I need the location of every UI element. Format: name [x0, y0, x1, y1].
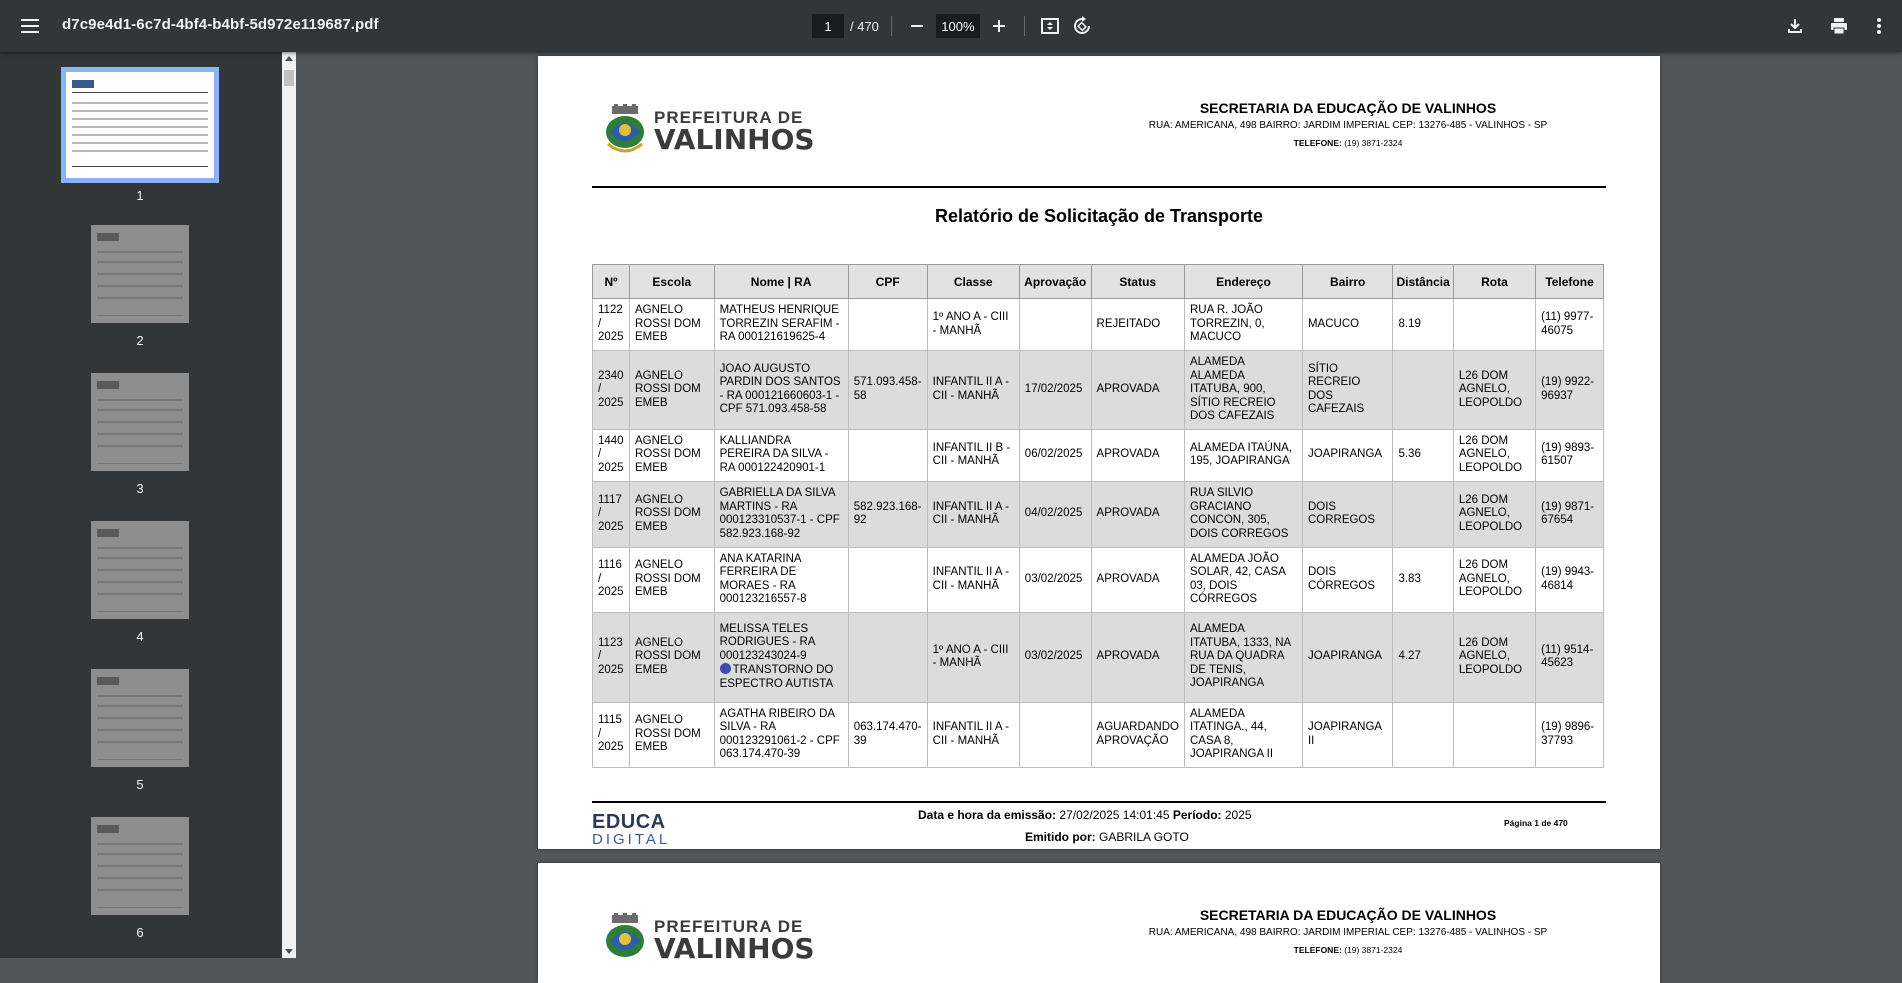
- header-phone-label: TELEFONE:: [1293, 138, 1342, 148]
- plus-icon: [992, 19, 1006, 33]
- logo-line-1: PREFEITURA DE: [654, 107, 804, 127]
- cell-classe: INFANTIL II B - CII - MANHÃ: [927, 429, 1019, 481]
- column-header: Endereço: [1184, 265, 1302, 299]
- cell-distancia: [1393, 702, 1453, 767]
- cell-telefone: (19) 9896-37793: [1536, 702, 1604, 767]
- table-header-row: [593, 265, 1604, 299]
- column-header: Status: [1091, 265, 1184, 299]
- cell-aprovacao: 17/02/2025: [1019, 351, 1091, 430]
- cell-nome: AGATHA RIBEIRO DA SILVA - RA 000123291061-2 - CPF 063.174.470-39: [714, 702, 848, 767]
- cell-aprovacao: [1019, 299, 1091, 351]
- cell-classe: INFANTIL II A - CII - MANHÃ: [927, 481, 1019, 547]
- report-title: Relatório de Solicitação de Transporte: [934, 206, 1264, 226]
- cell-telefone: (19) 9943-46814: [1536, 547, 1604, 612]
- more-vertical-icon: [1876, 17, 1882, 35]
- document-title: d7c9e4d1-6c7d-4bf4-b4bf-5d972e119687.pdf: [62, 16, 379, 33]
- cell-numero: 1440 / 2025: [593, 429, 630, 481]
- table-row: [593, 429, 1604, 481]
- sidebar-scrollbar[interactable]: [282, 52, 296, 958]
- cell-status: APROVADA: [1091, 481, 1184, 547]
- thumbnail-label: 4: [136, 629, 144, 644]
- period-value: 2025: [1224, 808, 1252, 822]
- cell-bairro: DOIS CORREGOS: [1302, 481, 1393, 547]
- cell-distancia: [1393, 481, 1453, 547]
- cell-aprovacao: 03/02/2025: [1019, 547, 1091, 612]
- cell-cpf: [848, 612, 927, 702]
- cell-escola: AGNELO ROSSI DOM EMEB: [629, 351, 714, 430]
- city-crest-icon: [604, 104, 646, 158]
- city-crest-icon: [604, 913, 646, 967]
- cell-cpf: [848, 299, 927, 351]
- print-button[interactable]: [1826, 13, 1852, 39]
- issuer-label: Emitido por:: [1025, 830, 1096, 844]
- thumbnail-page-1[interactable]: [64, 72, 216, 203]
- transport-requests-table: [592, 264, 1604, 768]
- page-number-input[interactable]: [812, 14, 844, 38]
- cell-telefone: (19) 9871-67654: [1536, 481, 1604, 547]
- column-header: Nº: [593, 265, 630, 299]
- thumbnail-label: 6: [136, 925, 144, 940]
- zoom-input[interactable]: [936, 14, 980, 38]
- educa-digital-logo: [592, 812, 670, 847]
- pdf-page-1: [538, 56, 1660, 849]
- zoom-out-button[interactable]: [904, 13, 930, 39]
- zoom-in-button[interactable]: [986, 13, 1012, 39]
- header-phone-value: (19) 3871-2324: [1344, 945, 1403, 955]
- thumbnail-image[interactable]: [91, 817, 189, 915]
- cell-endereco: ALAMEDA ITATINGA., 44, CASA 8, JOAPIRANGA II: [1184, 702, 1302, 767]
- cell-cpf: 063.174.470-39: [848, 702, 927, 767]
- cell-numero: 1115 / 2025: [593, 702, 630, 767]
- cell-nome: JOAO AUGUSTO PARDIN DOS SANTOS - RA 000121660603-1 - CPF 571.093.458-58: [714, 351, 848, 430]
- column-header: Classe: [927, 265, 1019, 299]
- more-actions-button[interactable]: [1866, 13, 1892, 39]
- table-row: [593, 547, 1604, 612]
- issuer-value: GABRILA GOTO: [1099, 830, 1189, 844]
- cell-numero: 1117 / 2025: [593, 481, 630, 547]
- thumbnail-page-2[interactable]: [64, 225, 216, 348]
- fit-to-page-icon: [1040, 16, 1060, 36]
- cell-bairro: JOAPIRANGA II: [1302, 702, 1393, 767]
- column-header: CPF: [848, 265, 927, 299]
- logo-line-1: PREFEITURA DE: [654, 916, 804, 936]
- issuer-info: [1025, 830, 1189, 844]
- cell-escola: AGNELO ROSSI DOM EMEB: [629, 702, 714, 767]
- thumbnail-label: 2: [136, 333, 144, 348]
- thumbnail-page-3[interactable]: [64, 373, 216, 496]
- cell-escola: AGNELO ROSSI DOM EMEB: [629, 299, 714, 351]
- cell-telefone: (11) 9514-45623: [1536, 612, 1604, 702]
- cell-telefone: (19) 9922-96937: [1536, 351, 1604, 430]
- cell-status: APROVADA: [1091, 547, 1184, 612]
- pdf-toolbar: [0, 0, 1902, 52]
- cell-classe: INFANTIL II A - CII - MANHÃ: [927, 547, 1019, 612]
- page-indicator: Página 1 de 470: [1504, 818, 1568, 828]
- cell-numero: 1116 / 2025: [593, 547, 630, 612]
- emission-info: [918, 808, 1252, 822]
- thumbnail-label: 5: [136, 777, 144, 792]
- page-zoom-controls: [812, 13, 1095, 39]
- download-button[interactable]: [1782, 13, 1808, 39]
- cell-distancia: [1393, 351, 1453, 430]
- cell-numero: 1123 / 2025: [593, 612, 630, 702]
- thumbnail-image[interactable]: [91, 521, 189, 619]
- cell-nome: MATHEUS HENRIQUE TORREZIN SERAFIM - RA 000121619625-4: [714, 299, 848, 351]
- pdf-page-2: [538, 863, 1660, 983]
- cell-rota: L26 DOM AGNELO, LEOPOLDO: [1453, 429, 1535, 481]
- header-address: RUA: AMERICANA, 498 BAIRRO: JARDIM IMPERIAL CEP: 13276-485 - VALINHOS - SP: [1148, 120, 1548, 131]
- cell-nome: KALLIANDRA PEREIRA DA SILVA - RA 000122420901-1: [714, 429, 848, 481]
- cell-status: AGUARDANDO APROVAÇÃO: [1091, 702, 1184, 767]
- cell-distancia: 4.27: [1393, 612, 1453, 702]
- cell-aprovacao: [1019, 702, 1091, 767]
- divider: [891, 16, 892, 36]
- cell-distancia: 3.83: [1393, 547, 1453, 612]
- cell-status: APROVADA: [1091, 351, 1184, 430]
- brand-line-2: DIGITAL: [592, 831, 671, 848]
- thumbnail-label: 1: [136, 188, 144, 203]
- header-phone: [1098, 138, 1598, 148]
- cell-cpf: 582.923.168-92: [848, 481, 927, 547]
- header-phone-value: (19) 3871-2324: [1344, 138, 1403, 148]
- cell-status: APROVADA: [1091, 429, 1184, 481]
- cell-endereco: RUA SILVIO GRACIANO CONCON, 305, DOIS CORREGOS: [1184, 481, 1302, 547]
- period-label: Período:: [1172, 808, 1222, 822]
- cell-rota: L26 DOM AGNELO, LEOPOLDO: [1453, 612, 1535, 702]
- cell-rota: L26 DOM AGNELO, LEOPOLDO: [1453, 547, 1535, 612]
- cell-nome: ANA KATARINA FERREIRA DE MORAES - RA 000123216557-8: [714, 547, 848, 612]
- cell-numero: 1122 / 2025: [593, 299, 630, 351]
- scroll-up-icon[interactable]: [285, 56, 293, 61]
- cell-classe: 1º ANO A - CIII - MANHÃ: [927, 299, 1019, 351]
- column-header: Bairro: [1302, 265, 1393, 299]
- thumbnail-image[interactable]: [91, 669, 189, 767]
- emission-value: 27/02/2025 14:01:45: [1059, 808, 1170, 822]
- toolbar-actions: [1782, 13, 1902, 39]
- header-title: SECRETARIA DA EDUCAÇÃO DE VALINHOS: [1199, 907, 1497, 923]
- logo-line-2: VALINHOS: [654, 931, 815, 965]
- cell-rota: [1453, 299, 1535, 351]
- column-header: Rota: [1453, 265, 1535, 299]
- cell-escola: AGNELO ROSSI DOM EMEB: [629, 612, 714, 702]
- scroll-down-icon[interactable]: [285, 949, 293, 954]
- cell-nome: [714, 612, 848, 702]
- cell-cpf: 571.093.458-58: [848, 351, 927, 430]
- column-header: Aprovação: [1019, 265, 1091, 299]
- cell-bairro: MACUCO: [1302, 299, 1393, 351]
- footer-divider: [592, 801, 1606, 803]
- column-header: Distância: [1393, 265, 1453, 299]
- rotate-icon: [1072, 16, 1092, 36]
- cell-classe: INFANTIL II A - CII - MANHÃ: [927, 351, 1019, 430]
- cell-cpf: [848, 547, 927, 612]
- cell-bairro: DOIS CÓRREGOS: [1302, 547, 1393, 612]
- cell-rota: L26 DOM AGNELO, LEOPOLDO: [1453, 481, 1535, 547]
- emission-label: Data e hora da emissão:: [918, 808, 1057, 822]
- fit-page-button[interactable]: [1037, 13, 1063, 39]
- header-divider: [592, 186, 1606, 188]
- prefeitura-logo: [604, 104, 815, 158]
- thumbnail-label: 3: [136, 481, 144, 496]
- brand-line-1: EDUCA: [592, 811, 666, 833]
- cell-aprovacao: 04/02/2025: [1019, 481, 1091, 547]
- cell-nome: GABRIELLA DA SILVA MARTINS - RA 000123310537-1 - CPF 582.923.168-92: [714, 481, 848, 547]
- thumbnail-image[interactable]: [91, 225, 189, 323]
- thumbnail-image[interactable]: [91, 373, 189, 471]
- table-row: [593, 351, 1604, 430]
- thumbnail-page-6[interactable]: [64, 817, 216, 940]
- column-header: Escola: [629, 265, 714, 299]
- cell-endereco: ALAMEDA ITATUBA, 1333, NA RUA DA QUADRA DE TENIS, JOAPIRANGA: [1184, 612, 1302, 702]
- cell-classe: INFANTIL II A - CII - MANHÃ: [927, 702, 1019, 767]
- table-row: [593, 299, 1604, 351]
- scrollbar-thumb[interactable]: [284, 70, 294, 86]
- student-name-ra: MELISSA TELES RODRIGUES - RA 000123243024-9: [719, 622, 815, 662]
- cell-status: APROVADA: [1091, 612, 1184, 702]
- thumbnail-page-5[interactable]: [64, 669, 216, 792]
- cell-classe: 1º ANO A - CIII - MANHÃ: [927, 612, 1019, 702]
- cell-distancia: 8.19: [1393, 299, 1453, 351]
- cell-status: REJEITADO: [1091, 299, 1184, 351]
- download-icon: [1786, 17, 1804, 35]
- cell-escola: AGNELO ROSSI DOM EMEB: [629, 429, 714, 481]
- cell-endereco: RUA R. JOÃO TORREZIN, 0, MACUCO: [1184, 299, 1302, 351]
- cell-escola: AGNELO ROSSI DOM EMEB: [629, 547, 714, 612]
- cell-bairro: JOAPIRANGA: [1302, 429, 1393, 481]
- column-header: Nome | RA: [714, 265, 848, 299]
- cell-telefone: (11) 9977-46075: [1536, 299, 1604, 351]
- table-row: [593, 612, 1604, 702]
- cell-escola: AGNELO ROSSI DOM EMEB: [629, 481, 714, 547]
- cell-aprovacao: 03/02/2025: [1019, 612, 1091, 702]
- cell-telefone: (19) 9893-61507: [1536, 429, 1604, 481]
- table-row: [593, 702, 1604, 767]
- header-phone: [1098, 945, 1598, 955]
- cell-rota: [1453, 702, 1535, 767]
- page-total: / 470: [850, 18, 879, 34]
- cell-bairro: SÍTIO RECREIO DOS CAFEZAIS: [1302, 351, 1393, 430]
- table-row: [593, 481, 1604, 547]
- thumbnail-page-4[interactable]: [64, 521, 216, 644]
- column-header: Telefone: [1536, 265, 1604, 299]
- thumbnail-sidebar: [0, 52, 282, 958]
- menu-icon[interactable]: [18, 14, 42, 38]
- divider: [1024, 16, 1025, 36]
- header-address: RUA: AMERICANA, 498 BAIRRO: JARDIM IMPERIAL CEP: 13276-485 - VALINHOS - SP: [1148, 927, 1548, 938]
- cell-bairro: JOAPIRANGA: [1302, 612, 1393, 702]
- cell-rota: L26 DOM AGNELO, LEOPOLDO: [1453, 351, 1535, 430]
- rotate-button[interactable]: [1069, 13, 1095, 39]
- thumbnail-image[interactable]: [66, 72, 214, 178]
- cell-numero: 2340 / 2025: [593, 351, 630, 430]
- cell-distancia: 5.36: [1393, 429, 1453, 481]
- autism-badge-icon: [720, 663, 731, 674]
- logo-line-2: VALINHOS: [654, 122, 815, 156]
- cell-endereco: ALAMEDA ALAMEDA ITATUBA, 900, SÍTIO RECREIO DOS CAFEZAIS: [1184, 351, 1302, 430]
- special-need-label: TRANSTORNO DO ESPECTRO AUTISTA: [719, 664, 834, 690]
- cell-aprovacao: 06/02/2025: [1019, 429, 1091, 481]
- header-title: SECRETARIA DA EDUCAÇÃO DE VALINHOS: [1199, 100, 1497, 116]
- minus-icon: [910, 19, 924, 33]
- print-icon: [1829, 16, 1849, 36]
- cell-cpf: [848, 429, 927, 481]
- cell-endereco: ALAMEDA ITAÚNA, 195, JOAPIRANGA: [1184, 429, 1302, 481]
- prefeitura-logo: [604, 913, 815, 967]
- cell-endereco: ALAMEDA JOÃO SOLAR, 42, CASA 03, DOIS CÓRREGOS: [1184, 547, 1302, 612]
- header-phone-label: TELEFONE:: [1293, 945, 1342, 955]
